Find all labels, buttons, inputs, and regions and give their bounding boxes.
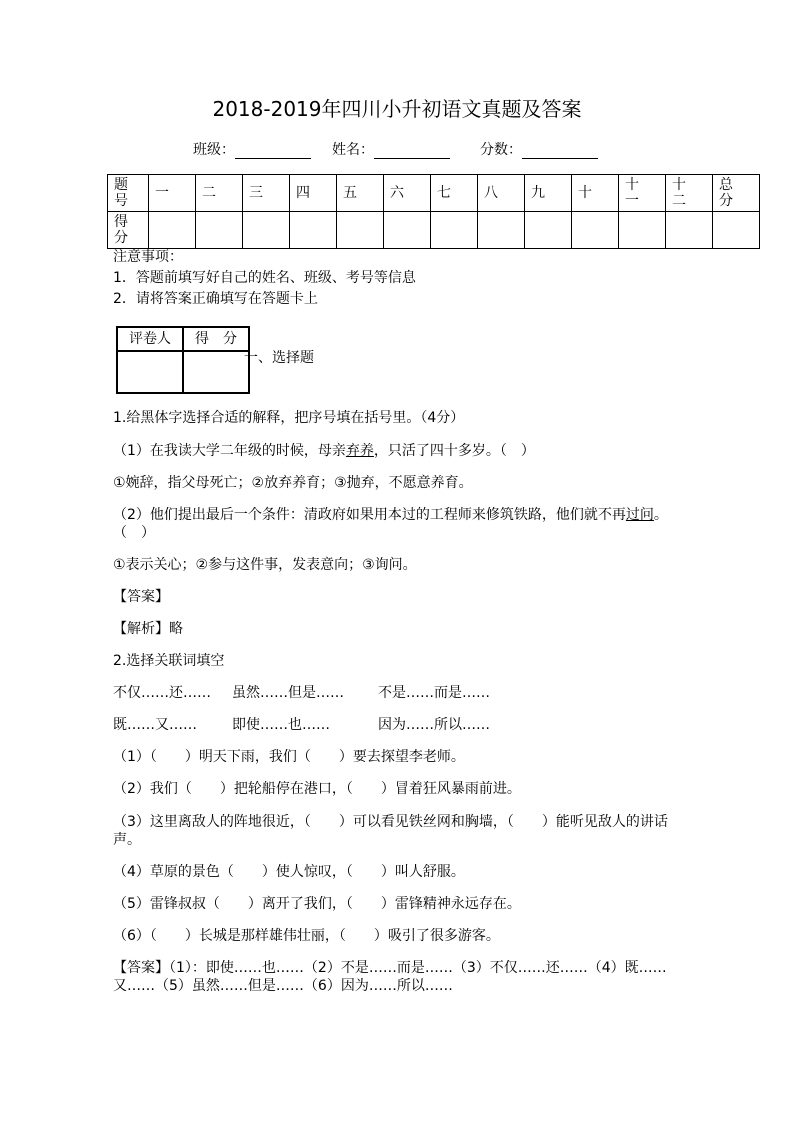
score-cell[interactable] [290, 212, 337, 249]
question-2-item: （6）（ ）长城是那样雄伟壮丽，（ ）吸引了很多游客。 [113, 928, 500, 944]
class-label: 班级： [193, 142, 235, 158]
question-2-item: （2）我们（ ）把轮船停在港口，（ ）冒着狂风暴雨前进。 [113, 781, 521, 797]
word-choice: 既……又…… [113, 717, 197, 733]
question-2-item: （5）雷锋叔叔（ ）离开了我们，（ ）雷锋精神永远存在。 [113, 896, 521, 912]
score-field[interactable] [480, 141, 598, 159]
word-choice: 不是……而是…… [378, 685, 490, 701]
question-2-answer: 【答案】（1）：即使……也……（2）不是……而是……（3）不仅……还……（4）既……又……（5）虽然……但是……（6）因为……所以…… [113, 960, 667, 994]
score-table-row-label: 得分 [108, 212, 149, 249]
score-cell[interactable] [243, 212, 290, 249]
score-table [107, 174, 760, 249]
analysis: 【解析】略 [113, 621, 183, 637]
grader-score-cell[interactable] [183, 351, 249, 393]
score-table-header-cell: 一 [149, 175, 196, 212]
answer-label: 【答案】 [113, 589, 169, 605]
score-cell[interactable] [384, 212, 431, 249]
underlined-word: 过问 [625, 507, 654, 523]
score-cell[interactable] [196, 212, 243, 249]
text: （2）他们提出最后一个条件：清政府如果用本过的工程师来修筑铁路，他们就不再 [113, 507, 626, 523]
grader-cell[interactable] [117, 351, 183, 393]
word-choice: 因为……所以…… [378, 717, 490, 733]
score-table-header-cell: 五 [337, 175, 384, 212]
score-cell[interactable] [478, 212, 525, 249]
question-2-item: （1）（ ）明天下雨，我们（ ）要去探望李老师。 [113, 749, 465, 765]
score-table-header-cell: 三 [243, 175, 290, 212]
score-table-header-cell: 七 [431, 175, 478, 212]
grader-table [116, 326, 250, 394]
score-table-score-row [108, 212, 760, 249]
score-table-header-cell: 总分 [713, 175, 760, 212]
score-cell[interactable] [337, 212, 384, 249]
score-label: 得 分 [183, 327, 249, 351]
word-choice: 不仅……还…… [113, 685, 211, 701]
score-table-header-cell: 六 [384, 175, 431, 212]
score-table-header-cell: 八 [478, 175, 525, 212]
question-1-item-1 [113, 442, 535, 460]
question-2-prompt: 2.选择关联词填空 [113, 653, 225, 669]
score-table-header-cell: 九 [525, 175, 572, 212]
question-2-item: （4）草原的景色（ ）使人惊叹，（ ）叫人舒服。 [113, 864, 465, 880]
text: 。（ ） [113, 507, 668, 541]
notes-heading: 注意事项： [113, 249, 183, 265]
question-1-item-2 [113, 506, 688, 542]
score-cell[interactable] [572, 212, 619, 249]
note-item: 1．答题前填写好自己的姓名、班级、考号等信息 [113, 270, 416, 286]
section-heading: 一、选择题 [244, 350, 314, 366]
score-cell[interactable] [666, 212, 713, 249]
question-2-item: （3）这里离敌人的阵地很近，（ ）可以看见铁丝网和胸墙，（ ）能听见敌人的讲话声。 [113, 814, 668, 848]
score-label: 分数： [480, 142, 522, 158]
word-choice: 即使……也…… [232, 717, 330, 733]
score-table-header-cell: 十 [572, 175, 619, 212]
score-table-header-cell: 四 [290, 175, 337, 212]
grader-label: 评卷人 [117, 327, 183, 351]
score-table-header-row [108, 175, 760, 212]
document-title: 2018-2019年四川小升初语文真题及答案 [212, 97, 582, 121]
word-choice: 虽然……但是…… [232, 685, 344, 701]
class-field[interactable] [193, 141, 311, 159]
score-cell[interactable] [713, 212, 760, 249]
score-table-header-cell: 十一 [619, 175, 666, 212]
text: ，只活了四十多岁。（ ） [373, 443, 535, 459]
question-1-options-2: ①表示关心；②参与这件事，发表意向；③询问。 [113, 557, 417, 573]
text: （1）在我读大学二年级的时候，母亲 [113, 443, 346, 459]
score-cell[interactable] [431, 212, 478, 249]
score-table-header-cell: 十二 [666, 175, 713, 212]
question-1-options-1: ①婉辞，指父母死亡；②放弃养育；③抛弃，不愿意养育。 [113, 475, 473, 491]
score-cell[interactable] [149, 212, 196, 249]
question-1-prompt: 1.给黑体字选择合适的解释，把序号填在括号里。（4分） [113, 410, 465, 426]
underlined-word: 弃养 [345, 443, 374, 459]
name-field[interactable] [332, 141, 450, 159]
score-cell[interactable] [525, 212, 572, 249]
note-item: 2．请将答案正确填写在答题卡上 [113, 291, 318, 307]
score-cell[interactable] [619, 212, 666, 249]
score-table-header-cell: 二 [196, 175, 243, 212]
score-table-row-label: 题号 [108, 175, 149, 212]
name-label: 姓名： [332, 142, 374, 158]
